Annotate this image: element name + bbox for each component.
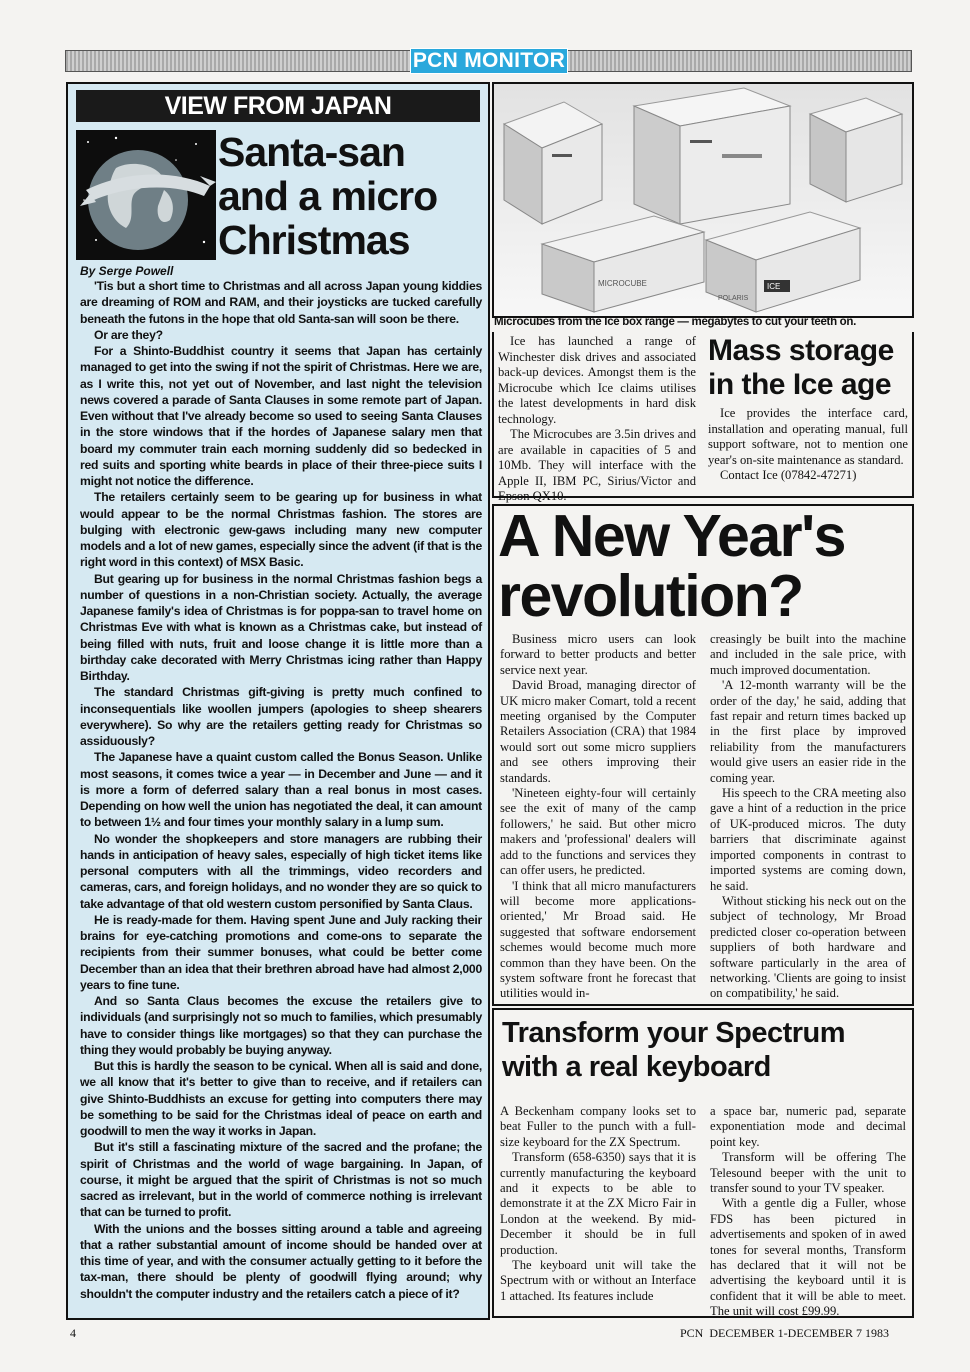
- page-number: 4: [70, 1326, 76, 1340]
- body-paragraph: The keyboard unit will take the Spectrum with or without an Interface 1 attached. Its features include: [500, 1258, 696, 1303]
- ice-article: [492, 332, 914, 503]
- spectrum-keyboard-article: [492, 1008, 914, 1318]
- body-paragraph: With a gentle dig a Fuller, whose FDS has been pictured in advertisements and spoken of in awed tones for several months, Transform has declared that it will not be advertising the keyboard until it is confident that it will be able to meet. The unit will cost £99.99.: [710, 1196, 906, 1319]
- article-column: [710, 1104, 906, 1320]
- body-paragraph: Contact Ice (07842-47271): [720, 468, 857, 482]
- article-column: [498, 334, 696, 505]
- article-headline: Santa-san and a micro Christmas: [218, 129, 438, 263]
- view-from-japan-article: [66, 82, 490, 1320]
- body-paragraph: Or are they?: [94, 327, 163, 342]
- device-label: ICE: [767, 282, 781, 291]
- device-label: POLARIS: [718, 295, 749, 302]
- body-paragraph: Business micro users can look forward to better products and better service next year.: [500, 632, 696, 677]
- column-kicker: VIEW FROM JAPAN: [76, 90, 480, 122]
- body-paragraph: Transform will be offering The Telesound beeper with the unit to transfer sound to your TV speaker.: [710, 1150, 906, 1196]
- photo-caption: Microcubes from the Ice box range — megabytes to cut your teeth on.: [494, 316, 857, 328]
- body-paragraph: Without sticking his neck out on the subject of technology, Mr Broad predicted closer co-operation between suppliers of both hardware and software particularly in the area of networking. 'Clients are going to insist on compatibility,' he said.: [710, 893, 906, 1001]
- body-paragraph: The Microcubes are 3.5in drives and are available in capacities of 5 and 10Mb. They will interface with the Apple II, IBM PC, Sirius/Victor and Epson QX10.: [498, 427, 696, 503]
- body-paragraph: Transform (658-6350) says that it is currently manufacturing the keyboard and it expects to be able to demonstrate it at the ZX Micro Fair in London at the weekend. By mid-December it should be in full production.: [500, 1150, 696, 1257]
- body-paragraph: David Broad, managing director of UK micro maker Comart, told a recent meeting organised by the Computer Retailers Association (CRA) that 1984 would sort out some micro suppliers and see others improving their standards.: [500, 678, 696, 785]
- issue-date: PCN DECEMBER 1-DECEMBER 7 1983: [680, 1326, 890, 1340]
- body-paragraph: Ice has launched a range of Winchester disk drives and associated back-up devices. Amongst them is the Microcube which Ice claims utilises the latest developments in hard disk technology.: [498, 334, 696, 426]
- body-paragraph: The standard Christmas gift-giving is pretty much confined to inconsequentials like woollen jumpers (apologies to sheep shearers everywhere). So why are the retailers getting ready for Christmas so assiduously?: [80, 685, 482, 748]
- body-paragraph: But this is hardly the season to be cynical. When all is said and done, we all know that it's better to give than to receive, and if retailers can give Shinto-Buddhists an excuse for getting into computers there may be something to be said for the Christmas ideal of peace on earth and goodwill to men the way it works in Japan.: [80, 1059, 482, 1138]
- body-paragraph: Ice provides the interface card, installation and operating manual, full support software, not to mention one year's on-site maintenance as standard.: [708, 406, 908, 467]
- body-paragraph: But gearing up for business in the normal Christmas fashion begs a number of questions in a non-Christian society. Actually, the average Japanese family's idea of Christmas is for poppa-san to travel home on Christmas Eve with what is known as a Christmas cake, but instead of being filled with nuts, fruit and loose change it is little more than a birthday cake decorated with Merry Christmas icing rather than Happy Birthday.: [80, 571, 482, 683]
- article-column: [708, 406, 908, 484]
- disk-drives-image: [494, 84, 912, 316]
- article-headline: Transform your Spectrum with a real keyboard: [502, 1017, 846, 1083]
- body-paragraph: 'I think that all micro manufacturers will become more applications-oriented,' Mr Broad said. He suggested that software endorsement schemes would become much more common than they have been. On the system software front he forecast that utilities would in-: [500, 878, 696, 1001]
- body-paragraph: 'Nineteen eighty-four will certainly see the exit of many of the camp followers,' he said. But other micro makers and 'professional' dealers will add to the functions and services they can offer users, he predicted.: [500, 786, 696, 878]
- body-paragraph: No wonder the shopkeepers and store managers are rubbing their hands in anticipation of heavy sales, especially of high ticket items like personal computers with all the trimmings, video recorders and cameras, cars, and foreign holidays, and no wonder they are so quick to take advantage of that old western custom personified by Santa Claus.: [80, 831, 482, 911]
- body-paragraph: For a Shinto-Buddhist country it seems that Japan has certainly managed to get into the swing if not the spirit of Christmas. Here we are, as I write this, not yet out of November, and last night the television news covered a parade of Santa Clauses in some remote part of Japan. Even without that I've already become so used to seeing Santa Clauses in the store windows that if the hordes of Japanese salary men that board my commuter train each morning suddenly did so bedecked in red suits and sporting white beards in place of their three-piece suits I might not notice the difference.: [80, 344, 482, 488]
- article-column: [710, 632, 906, 1002]
- article-headline: Mass storage in the Ice age: [708, 334, 894, 401]
- body-paragraph: But it's still a fascinating mixture of the sacred and the profane; the spirit of Christmas and the world of wage bargaining. In Japan, of course, it might be argued that the spirit of Christmas is not so much sacred as irrelevant, but in the world of commerce nothing is irrelevant that can be turned to profit.: [80, 1140, 482, 1220]
- body-paragraph: With the unions and the bosses sitting around a table and agreeing that a rather substantial amount of income should be handed over at this time of year, and with the consumer actually getting to it before the tax-man, there should be plenty of goodwill flying around; why shouldn't the computer industry and the retailers catch a piece of it?: [80, 1221, 482, 1301]
- body-paragraph: His speech to the CRA meeting also gave a hint of a reduction in the price of UK-produced micros. The duty barriers that discriminate against imported components in contrast to imported systems are coming down, he said.: [710, 786, 906, 893]
- body-paragraph: The Japanese have a quaint custom called the Bonus Season. Unlike most seasons, it comes twice a year — in December and June — and it is more a form of deferred salary than a real bonus in most cases. Depending on how well the union has negotiated the deal, it can amount to between 1½ and four times your monthly salary in a lump sum.: [80, 750, 482, 830]
- article-headline: A New Year's revolution?: [498, 503, 845, 629]
- byline: By Serge Powell: [80, 264, 174, 278]
- body-paragraph: a space bar, numeric pad, separate exponentiation mode and decimal point key.: [710, 1104, 906, 1149]
- body-paragraph: And so Santa Claus becomes the excuse the retailers give to individuals (and surprisingly not so much to families, which presumably have to consider things like mortgages) so that they can purchase the thing they would probably be buying anyway.: [80, 994, 482, 1057]
- device-label: MICROCUBE: [598, 279, 647, 288]
- section-banner: PCN MONITOR: [410, 48, 568, 74]
- body-paragraph: A Beckenham company looks set to beat Fuller to the punch with a full-size keyboard for the ZX Spectrum.: [500, 1104, 696, 1149]
- article-body: [80, 278, 482, 1302]
- body-paragraph: He is ready-made for them. Having spent June and July racking their brains for eye-catching promotions and come-ons to separate the recipients from their summer bonuses, what could be better come December than an idea that their brethren abroad have had almost 2,000 years to fine tune.: [80, 912, 482, 992]
- globe-icon: [76, 130, 216, 260]
- article-column: [500, 1104, 696, 1304]
- new-year-article: [492, 504, 914, 1006]
- body-paragraph: 'Tis but a short time to Christmas and all across Japan young kiddies are dreaming of ROM and RAM, and their joysticks are tucked carefully beneath the futons in the hope that old Santa-san will soon be there.: [80, 279, 482, 326]
- body-paragraph: The retailers certainly seem to be gearing up for business in what would appear to be the normal Christmas fashion. The stores are bulging with electronic gew-gaws including many new computer models and a lot of new games, especially since the advent (if that is the right word in this context) of MSX Basic.: [80, 490, 482, 570]
- globe-illustration: [76, 130, 216, 260]
- body-paragraph: 'A 12-month warranty will be the order of the day,' he said, adding that fast repair and return times backed up in the first place by improved reliability from the manufacturers would give users an easier ride in the coming year.: [710, 678, 906, 785]
- article-column: [500, 632, 696, 1002]
- body-paragraph: creasingly be built into the machine and included in the sale price, with much improved documentation.: [710, 632, 906, 677]
- microcube-photo: [492, 82, 914, 318]
